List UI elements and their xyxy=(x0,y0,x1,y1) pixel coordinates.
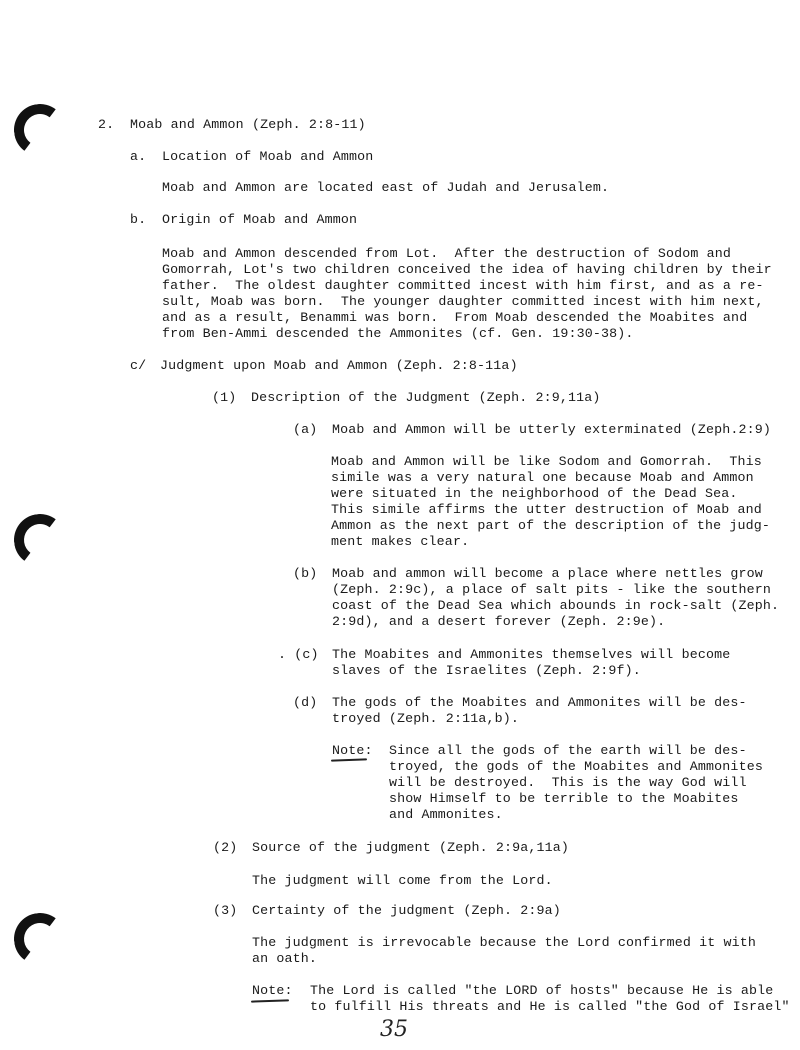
punch-hole-middle xyxy=(11,511,70,570)
section-title: Moab and Ammon (Zeph. 2:8-11) xyxy=(130,117,366,132)
sub2-label: (2) xyxy=(213,840,238,855)
sub1b-line: Moab and ammon will become a place where nettles grow xyxy=(332,566,763,581)
sub1-heading: Description of the Judgment (Zeph. 2:9,11a) xyxy=(251,390,601,405)
sub1a-line: were situated in the neighborhood of the Dead Sea. xyxy=(331,486,738,501)
sub1a-label: (a) xyxy=(293,422,318,437)
sub1c-line: slaves of the Israelites (Zeph. 2:9f). xyxy=(332,663,641,678)
sub3-note-label: Note: xyxy=(252,983,293,998)
item-c-heading: Judgment upon Moab and Ammon (Zeph. 2:8-11a) xyxy=(160,358,518,373)
item-b-label: b. xyxy=(130,212,147,227)
page-number: 35 xyxy=(380,1017,408,1042)
item-b-line: Gomorrah, Lot's two children conceived the idea of having children by their xyxy=(162,262,772,277)
item-c-label: c/ xyxy=(130,358,147,373)
item-b-line: father. The oldest daughter committed incest with him first, and as a re- xyxy=(162,278,764,293)
sub1d-note-line: troyed, the gods of the Moabites and Ammonites xyxy=(389,759,763,774)
sub1a-line: Ammon as the next part of the description of the judg- xyxy=(331,518,770,533)
sub3-heading: Certainty of the judgment (Zeph. 2:9a) xyxy=(252,903,561,918)
sub1d-note-line: Since all the gods of the earth will be des- xyxy=(389,743,747,758)
note-underline xyxy=(331,758,367,761)
sub3-note-line: The Lord is called "the LORD of hosts" because He is able xyxy=(310,983,774,998)
item-a-heading: Location of Moab and Ammon xyxy=(162,149,374,164)
sub1a-line: simile was a very natural one because Moab and Ammon xyxy=(331,470,754,485)
sub3-label: (3) xyxy=(213,903,238,918)
sub1b-line: 2:9d), and a desert forever (Zeph. 2:9e). xyxy=(332,614,666,629)
punch-hole-top xyxy=(11,101,70,160)
sub1c-label: . (c) xyxy=(278,647,319,662)
sub3-line: an oath. xyxy=(252,951,318,966)
sub1d-label: (d) xyxy=(293,695,318,710)
sub1d-line: troyed (Zeph. 2:11a,b). xyxy=(332,711,519,726)
sub2-text: The judgment will come from the Lord. xyxy=(252,873,553,888)
sub2-heading: Source of the judgment (Zeph. 2:9a,11a) xyxy=(252,840,570,855)
punch-hole-bottom xyxy=(11,910,70,969)
sub1c-line: The Moabites and Ammonites themselves will become xyxy=(332,647,731,662)
item-b-line: sult, Moab was born. The younger daughter committed incest with him next, xyxy=(162,294,764,309)
item-b-line: and as a result, Benammi was born. From Moab descended the Moabites and xyxy=(162,310,748,325)
section-number: 2. xyxy=(98,117,115,132)
sub1a-line: This simile affirms the utter destruction of Moab and xyxy=(331,502,762,517)
note-underline xyxy=(251,999,289,1002)
sub1d-note-line: will be destroyed. This is the way God will xyxy=(389,775,747,790)
sub1b-line: (Zeph. 2:9c), a place of salt pits - like the southern xyxy=(332,582,771,597)
item-b-line: from Ben-Ammi descended the Ammonites (cf. Gen. 19:30-38). xyxy=(162,326,634,341)
sub1a-heading: Moab and Ammon will be utterly exterminated (Zeph.2:9) xyxy=(332,422,771,437)
sub3-line: The judgment is irrevocable because the Lord confirmed it with xyxy=(252,935,757,950)
sub1b-label: (b) xyxy=(293,566,318,581)
sub1b-line: coast of the Dead Sea which abounds in rock-salt (Zeph. xyxy=(332,598,780,613)
sub1d-note-line: and Ammonites. xyxy=(389,807,503,822)
item-b-line: Moab and Ammon descended from Lot. After the destruction of Sodom and xyxy=(162,246,732,261)
sub1-label: (1) xyxy=(212,390,237,405)
item-a-label: a. xyxy=(130,149,147,164)
sub1d-note-label: Note: xyxy=(332,743,373,758)
sub1a-line: ment makes clear. xyxy=(331,534,470,549)
item-a-text: Moab and Ammon are located east of Judah and Jerusalem. xyxy=(162,180,610,195)
sub1a-line: Moab and Ammon will be like Sodom and Gomorrah. This xyxy=(331,454,762,469)
sub1d-note-line: show Himself to be terrible to the Moabites xyxy=(389,791,739,806)
item-b-heading: Origin of Moab and Ammon xyxy=(162,212,358,227)
sub3-note-line: to fulfill His threats and He is called "the God of Israel" xyxy=(310,999,790,1014)
sub1d-line: The gods of the Moabites and Ammonites will be des- xyxy=(332,695,747,710)
